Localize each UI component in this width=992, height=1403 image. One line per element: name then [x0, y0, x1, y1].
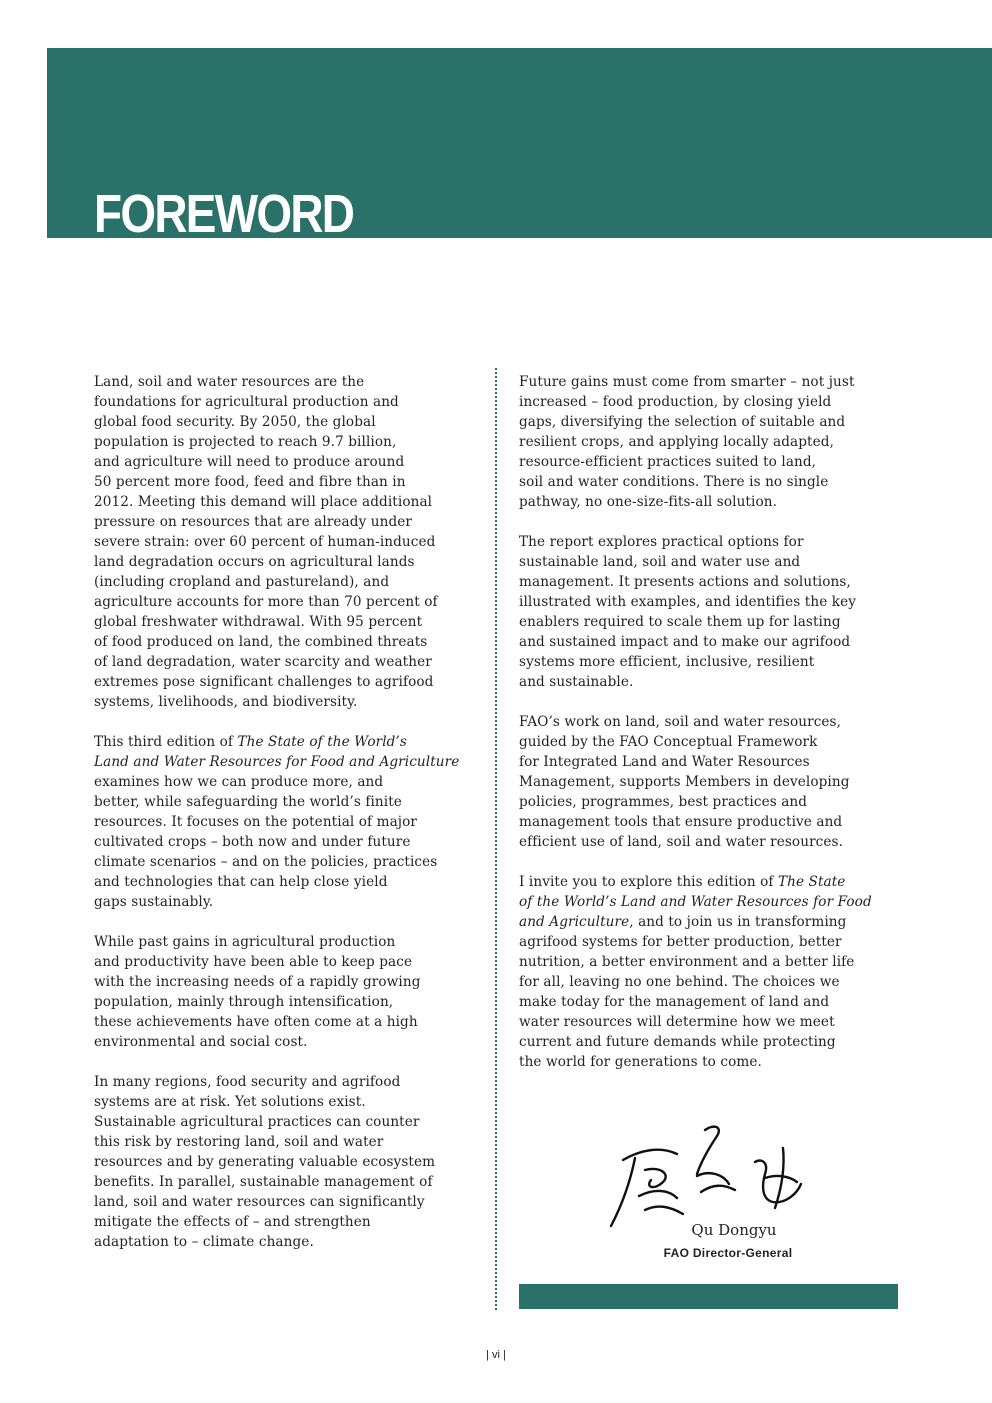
- paragraph: Land, soil and water resources are the foundations for agricultural production and global food security. By 2050, the global population is projected to reach 9.7 billion, and agriculture will need to produce around 50 percent more food, feed and fibre than in 2012. Meeting this demand will place additional pressure on resources that are already under severe strain: over 60 percent of human-induced land degradation occurs on agricultural lands (including cropland and pastureland), and agriculture accounts for more than 70 percent of global freshwater withdrawal. With 95 percent of food produced on land, the combined threats of land degradation, water scarcity and weather extremes pose significant challenges to agrifood systems, livelihoods, and biodiversity.: [94, 374, 438, 710]
- footer-band: [519, 1284, 898, 1309]
- paragraph: The report explores practical options for sustainable land, soil and water use and management. It presents actions and solutions, illustrated with examples, and identifies the key enablers required to scale them up for lasting and sustained impact and to make our agrifood systems more efficient, inclusive, resilient and sustainable.: [519, 534, 857, 690]
- paragraph: [94, 732, 469, 912]
- paragraph: Future gains must come from smarter – not just increased – food production, by closing yield gaps, diversifying the selection of suitable and resilient crops, and applying locally adapted, resource-efficient practices suited to land, soil and water conditions. There is no single pathway, no one-size-fits-all solution.: [519, 374, 855, 510]
- column-divider: [495, 368, 497, 1310]
- paragraph: FAO’s work on land, soil and water resources, guided by the FAO Conceptual Framework for Integrated Land and Water Resources Management, supports Members in developing policies, programmes, best practices and management tools that ensure productive and efficient use of land, soil and water resources.: [519, 714, 850, 850]
- paragraph: In many regions, food security and agrifood systems are at risk. Yet solutions exist. Sustainable agricultural practices can counter this risk by restoring land, soil and water resources and by generating valuable ecosystem benefits. In parallel, sustainable management of land, soil and water resources can significantly mitigate the effects of – and strengthen adaptation to – climate change.: [94, 1074, 436, 1250]
- signatory-title: FAO Director-General: [663, 1246, 793, 1260]
- paragraph-text: This third edition of: [94, 734, 238, 750]
- paragraph: [519, 872, 894, 1072]
- page-title: FOREWORD: [94, 184, 354, 244]
- paragraph: While past gains in agricultural production and productivity have been able to keep pace with the increasing needs of a rapidly growing population, mainly through intensification, these achievements have often come at a high environmental and social cost.: [94, 934, 421, 1050]
- paragraph-text: I invite you to explore this edition of: [519, 874, 778, 890]
- paragraph-text: examines how we can produce more, and better, while safeguarding the world’s finite resources. It focuses on the potential of major cultivated crops – both now and under future climate scenarios – and on the policies, practices and technologies that can help close yield gaps sustainably.: [94, 774, 438, 910]
- paragraph-text: , and to join us in transforming agrifood systems for better production, better nutrition, a better environment and a better life for all, leaving no one behind. The choices we make today for the management of land and water resources will determine how we meet current and future demands while protecting the world for generations to come.: [519, 914, 855, 1070]
- page-number: | vi |: [486, 1349, 506, 1361]
- report-title-italic: The State of the World’s Land and Water Resources for Food and Agriculture: [519, 874, 872, 930]
- report-title-italic: The State of the World’s Land and Water Resources for Food and Agriculture: [94, 734, 460, 770]
- right-column: [519, 372, 894, 1092]
- signatory-name: Qu Dongyu: [691, 1221, 777, 1239]
- signature: [605, 1118, 810, 1233]
- left-column: [94, 372, 469, 1272]
